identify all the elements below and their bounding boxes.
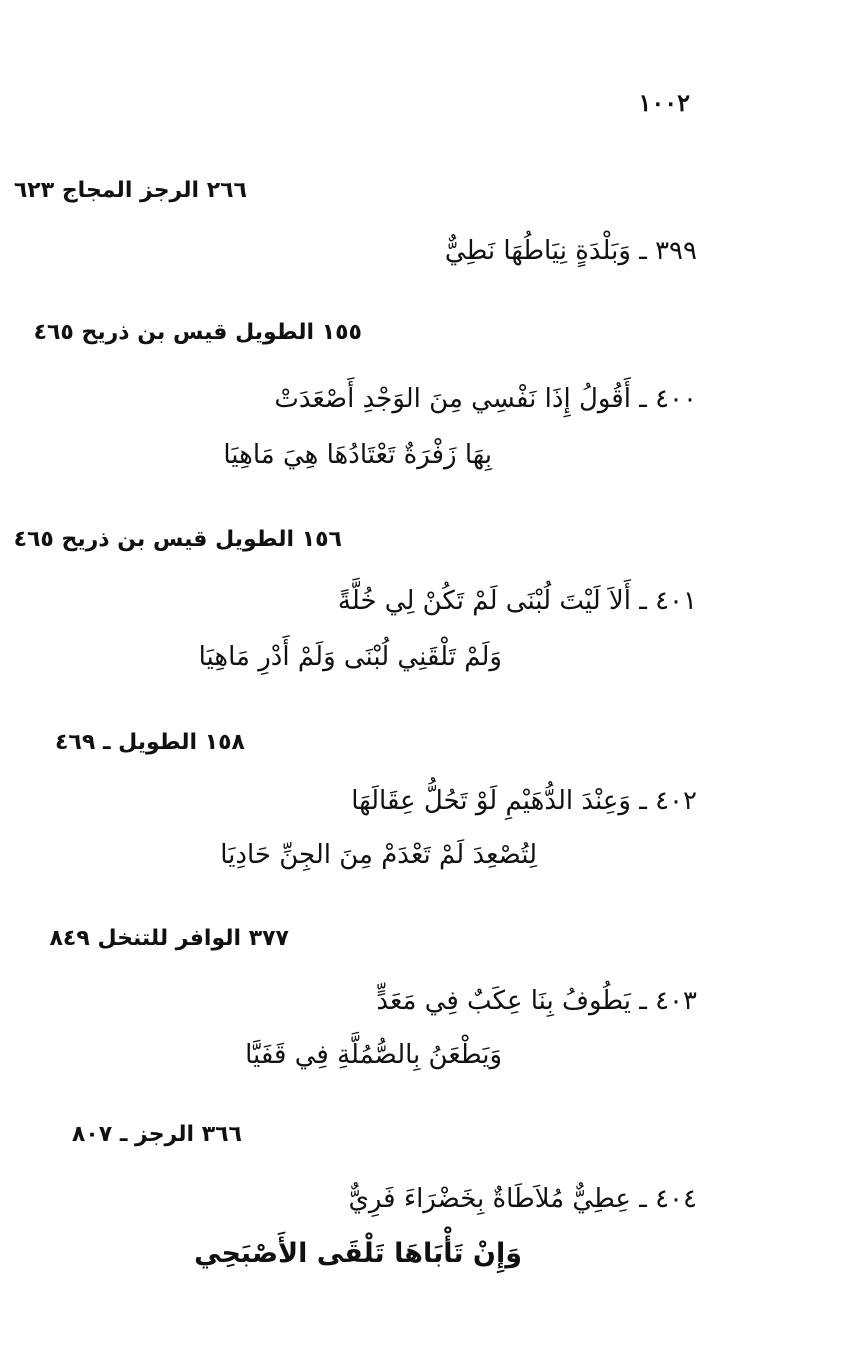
- verse-line-1: ٤٠٢ ـ وَعِنْدَ الدُّهَيْمِ لَوْ تَحُلُّ عِقَالَهَا: [351, 786, 697, 816]
- verse-line-2: بِهَا زَفْرَةٌ تَعْتَادُهَا هِيَ مَاهِيَا: [223, 440, 492, 470]
- entry-header: ١٥٨ الطويل ـ ٤٦٩: [54, 730, 245, 755]
- entry-header: ٢٦٦ الرجز المجاج ٦٢٣: [13, 178, 247, 203]
- verse-line-2: لِتُصْعِدَ لَمْ تَعْدَمْ مِنَ الجِنِّ حَادِيَا: [220, 840, 537, 870]
- entry-header: ٣٧٧ الوافر للتنخل ٨٤٩: [49, 926, 289, 951]
- entry-header: ١٥٥ الطويل قيس بن ذريح ٤٦٥: [33, 320, 362, 345]
- verse-line-2: وَيَطْعَنُ بِالصُّمُلَّةِ فِي قَفَيَّا: [245, 1040, 502, 1070]
- verse-line-1: ٤٠٤ ـ عِطِيٌّ مُلاَطَاةٌ بِخَضْرَاءَ فَرِيٌّ: [348, 1184, 697, 1214]
- verse-line-2: وَإِنْ تَأْبَاهَا تَلْقَى الأَصْبَحِي: [194, 1238, 522, 1269]
- page-number: ١٠٠٢: [638, 88, 690, 117]
- verse-line-1: ٤٠٠ ـ أَقُولُ إِذَا نَفْسِي مِنَ الوَجْدِ أَصْعَدَتْ: [274, 384, 697, 414]
- verse-line-1: ٣٩٩ ـ وَبَلْدَةٍ نِيَاطُهَا نَطِيٌّ: [444, 236, 697, 266]
- verse-line-1: ٤٠٣ ـ يَطُوفُ بِنَا عِكَبٌ فِي مَعَدٍّ: [376, 986, 697, 1016]
- entry-header: ٣٦٦ الرجز ـ ٨٠٧: [71, 1122, 242, 1147]
- verse-line-2: وَلَمْ تَلْقَنِي لُبْنَى وَلَمْ أَدْرِ مَاهِيَا: [198, 642, 502, 672]
- entry-header: ١٥٦ الطويل قيس بن ذريح ٤٦٥: [13, 527, 342, 552]
- verse-line-1: ٤٠١ ـ أَلاَ لَيْتَ لُبْنَى لَمْ تَكُنْ لِي خُلَّةً: [337, 586, 697, 616]
